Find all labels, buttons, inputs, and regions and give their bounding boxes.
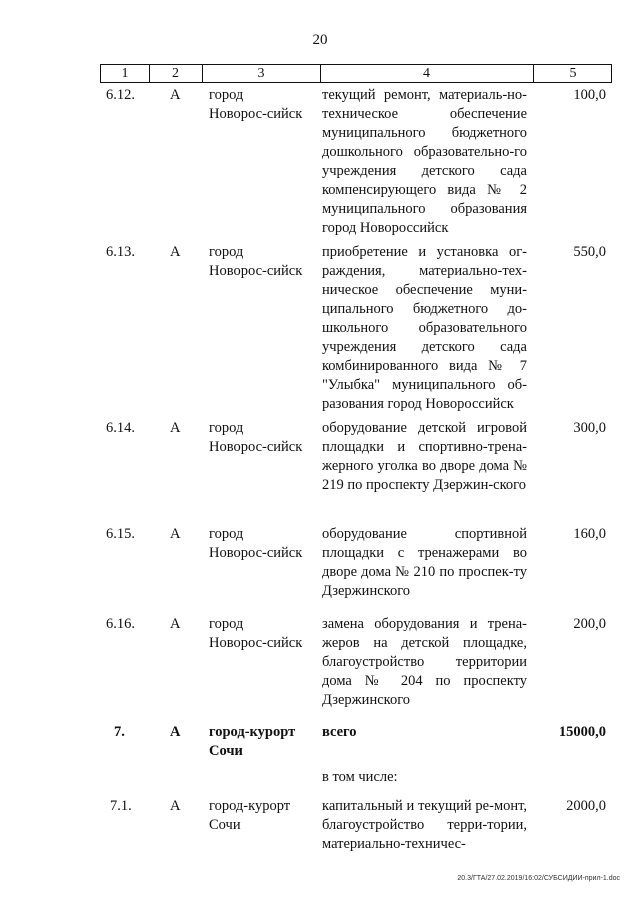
row-number: 6.14. xyxy=(106,420,135,436)
header-col-1: 1 xyxy=(121,66,129,81)
row-description: замена оборудования и трена-жеров на детской площадке, благоустройство территории дома № 204 по проспекту Дзержинского xyxy=(322,616,527,708)
row-number: 6.12. xyxy=(106,87,135,103)
row-amount: 160,0 xyxy=(573,526,606,542)
row-description: текущий ремонт, материаль-но-техническое обеспечение муниципального бюджетного дошкольного образовательно-го учреждения детского сада компенсирующего вида № 2 муниципального образования город Новороссийск xyxy=(322,87,527,236)
row-number: 7.1. xyxy=(110,798,132,814)
row-description: оборудование спортивной площадки с тренажерами во дворе дома № 210 по проспек-ту Дзержинского xyxy=(322,526,527,599)
row-number: 6.13. xyxy=(106,244,135,260)
header-col-5: 5 xyxy=(569,66,577,81)
header-col-2: 2 xyxy=(172,66,179,81)
row-place: город Новорос-сийск xyxy=(209,420,303,455)
row-place: город Новорос-сийск xyxy=(209,616,303,651)
footer-file-path: 20.3/ГТА/27.02.2019/16:02/СУБСИДИИ-прил-1.doc xyxy=(457,875,620,882)
row-description: оборудование детской игровой площадки и спортивно-трена-жерного уголка во дворе дома № 219 по проспекту Дзержин-ского xyxy=(322,420,527,493)
row-category: А xyxy=(170,798,181,814)
row-number: 6.15. xyxy=(106,526,135,542)
row-description: в том числе: xyxy=(322,769,398,785)
row-amount: 2000,0 xyxy=(566,798,606,814)
row-amount: 550,0 xyxy=(573,244,606,260)
row-category: А xyxy=(170,87,181,103)
row-place: город Новорос-сийск xyxy=(209,244,303,279)
row-place: город Новорос-сийск xyxy=(209,87,303,122)
row-category: А xyxy=(170,244,181,260)
row-amount: 100,0 xyxy=(573,87,606,103)
row-category: А xyxy=(170,526,181,542)
row-category: А xyxy=(170,420,181,436)
header-col-3: 3 xyxy=(257,66,265,81)
row-place: город-курорт Сочи xyxy=(209,724,296,759)
row-amount: 300,0 xyxy=(573,420,606,436)
row-category: А xyxy=(170,616,181,632)
row-number: 7. xyxy=(114,724,125,740)
row-place: город-курорт Сочи xyxy=(209,798,291,833)
row-description: всего xyxy=(322,724,357,740)
row-category: А xyxy=(170,724,181,740)
row-amount: 15000,0 xyxy=(558,724,606,740)
page-number: 20 xyxy=(312,32,328,48)
row-description: капитальный и текущий ре-монт, благоустройство терри-тории, материально-техничес- xyxy=(322,798,527,852)
row-number: 6.16. xyxy=(106,616,135,632)
row-amount: 200,0 xyxy=(573,616,606,632)
row-place: город Новорос-сийск xyxy=(209,526,303,561)
table-header xyxy=(100,64,612,83)
row-description: приобретение и установка ог-раждения, материально-тех-ническое обеспечение муни-ципального бюджетного до-школьного образовательного учреждения детского сада комбинированного вида № 7 "Улыбка" муниципального об-разования город Новороссийск xyxy=(322,244,527,412)
header-col-4: 4 xyxy=(423,66,430,81)
